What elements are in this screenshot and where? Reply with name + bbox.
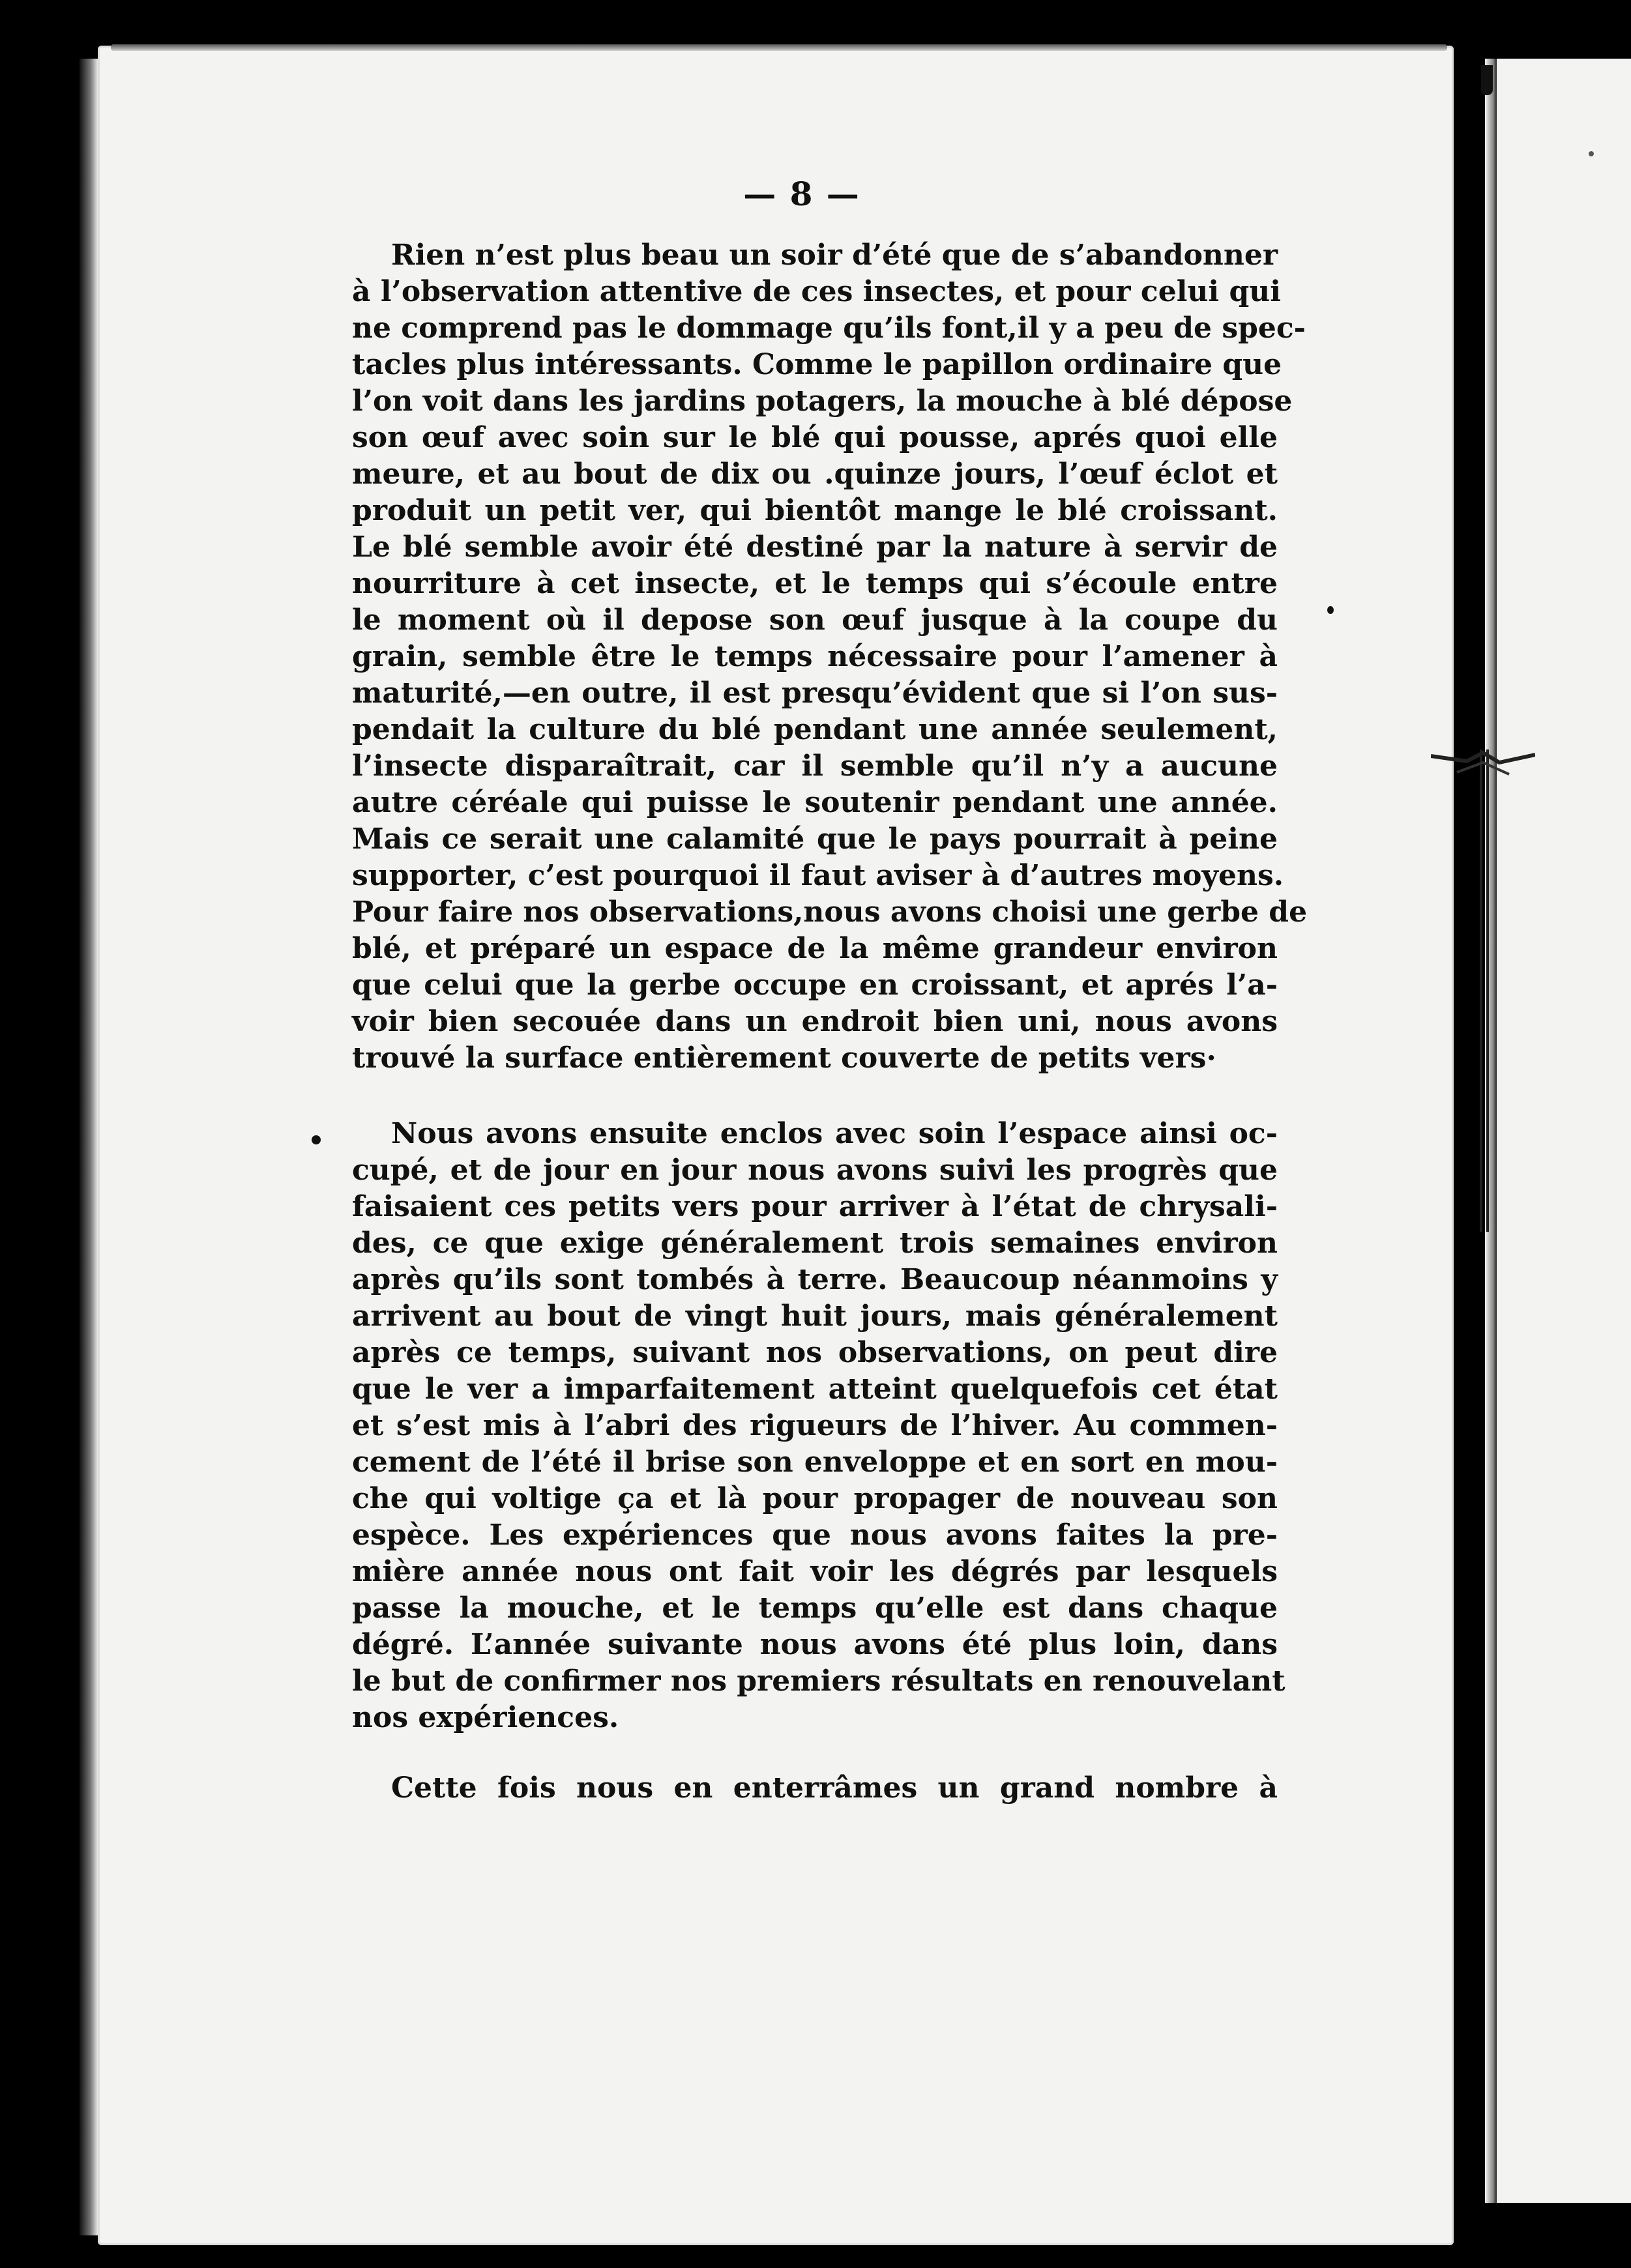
text-line: espèce. Les expériences que nous avons faites la pre- [352,1519,1278,1552]
paragraph-1 [352,237,1308,1077]
text-line: pendait la culture du blé pendant une année seulement, [352,713,1278,746]
text-line: son œuf avec soin sur le blé qui pousse, aprés quoi elle [352,421,1278,454]
binding-tab-mark [1481,65,1493,95]
text-line: des, ce que exige généralement trois semaines environ [352,1227,1278,1260]
page-top-edge [111,44,1447,51]
text-line: le moment où il depose son œuf jusque à la coupe du [352,603,1278,637]
text-line: voir bien secouée dans un endroit bien uni, nous avons [352,1005,1278,1038]
text-line: le but de confirmer nos premiers résultats en renouvelant [352,1665,1286,1698]
text-line: Cette fois nous en enterrâmes un grand nombre à [391,1771,1278,1805]
text-line: Nous avons ensuite enclos avec soin l’espace ainsi oc- [391,1117,1278,1150]
text-line: meure, et au bout de dix ou .quinze jours, l’œuf éclot et [352,458,1278,491]
text-line: passe la mouche, et le temps qu’elle est dans chaque [352,1592,1278,1625]
text-line: Rien n’est plus beau un soir d’été que de s’abandonner [391,239,1278,272]
page-number: — 8 — [743,175,860,213]
text-line: arrivent au bout de vingt huit jours, mais généralement [352,1300,1278,1333]
paragraph-2 [352,1116,1286,1736]
binding-knot-mark [1431,743,1535,782]
text-line: mière année nous ont fait voir les dégrés par lesquels [352,1555,1278,1588]
text-line: dégré. L’année suivante nous avons été plus loin, dans [352,1628,1278,1661]
text-line: cement de l’été il brise son enveloppe et en sort en mou- [352,1446,1278,1479]
text-line: cupé, et de jour en jour nous avons suivi les progrès que [352,1154,1278,1187]
text-line: produit un petit ver, qui bientôt mange le blé croissant. [352,494,1278,527]
text-line: tacles plus intéressants. Comme le papillon ordinaire que [352,348,1282,381]
ink-spot [312,1135,321,1144]
binding-thread [1480,749,1489,1232]
text-line: che qui voltige ça et là pour propager de nouveau son [352,1482,1278,1515]
ink-spot [1589,151,1594,156]
text-line: autre céréale qui puisse le soutenir pendant une année. [352,786,1278,819]
text-line: Mais ce serait une calamité que le pays pourrait à peine [352,822,1278,856]
text-line: l’on voit dans les jardins potagers, la mouche à blé dépose [352,385,1293,418]
page-text [352,175,1308,1807]
text-line: maturité,—en outre, il est presqu’évident que si l’on sus- [352,676,1278,710]
text-line: nourriture à cet insecte, et le temps qui s’écoule entre [352,567,1278,600]
text-line: et s’est mis à l’abri des rigueurs de l’hiver. Au commen- [352,1409,1278,1442]
ink-spot [1327,606,1334,614]
text-line: Le blé semble avoir été destiné par la nature à servir de [352,531,1278,564]
adjacent-page [1493,59,1631,2203]
text-line: après qu’ils sont tombés à terre. Beaucoup néanmoins y [352,1263,1278,1296]
text-line: faisaient ces petits vers pour arriver à l’état de chrysali- [352,1190,1278,1223]
text-line: supporter, c’est pourquoi il faut aviser à d’autres moyens. [352,859,1284,892]
text-line: trouvé la surface entièrement couverte de petits vers· [352,1041,1216,1075]
page-left-edge-shadow [80,59,98,2235]
text-line: ne comprend pas le dommage qu’ils font,il y a peu de spec- [352,312,1306,345]
paragraph-3 [352,1770,1278,1807]
text-line: à l’observation attentive de ces insectes, et pour celui qui [352,275,1281,308]
text-line: que le ver a imparfaitement atteint quelquefois cet état [352,1373,1278,1406]
text-line: que celui que la gerbe occupe en croissant, et aprés l’a- [352,968,1278,1002]
text-line: nos expériences. [352,1701,619,1734]
text-line: blé, et préparé un espace de la même grandeur environ [352,932,1278,965]
text-line: l’insecte disparaîtrait, car il semble qu’il n’y a aucune [352,749,1278,783]
text-line: grain, semble être le temps nécessaire pour l’amener à [352,640,1278,673]
text-line: Pour faire nos observations,nous avons choisi une gerbe de [352,895,1308,929]
text-line: après ce temps, suivant nos observations, on peut dire [352,1336,1278,1369]
